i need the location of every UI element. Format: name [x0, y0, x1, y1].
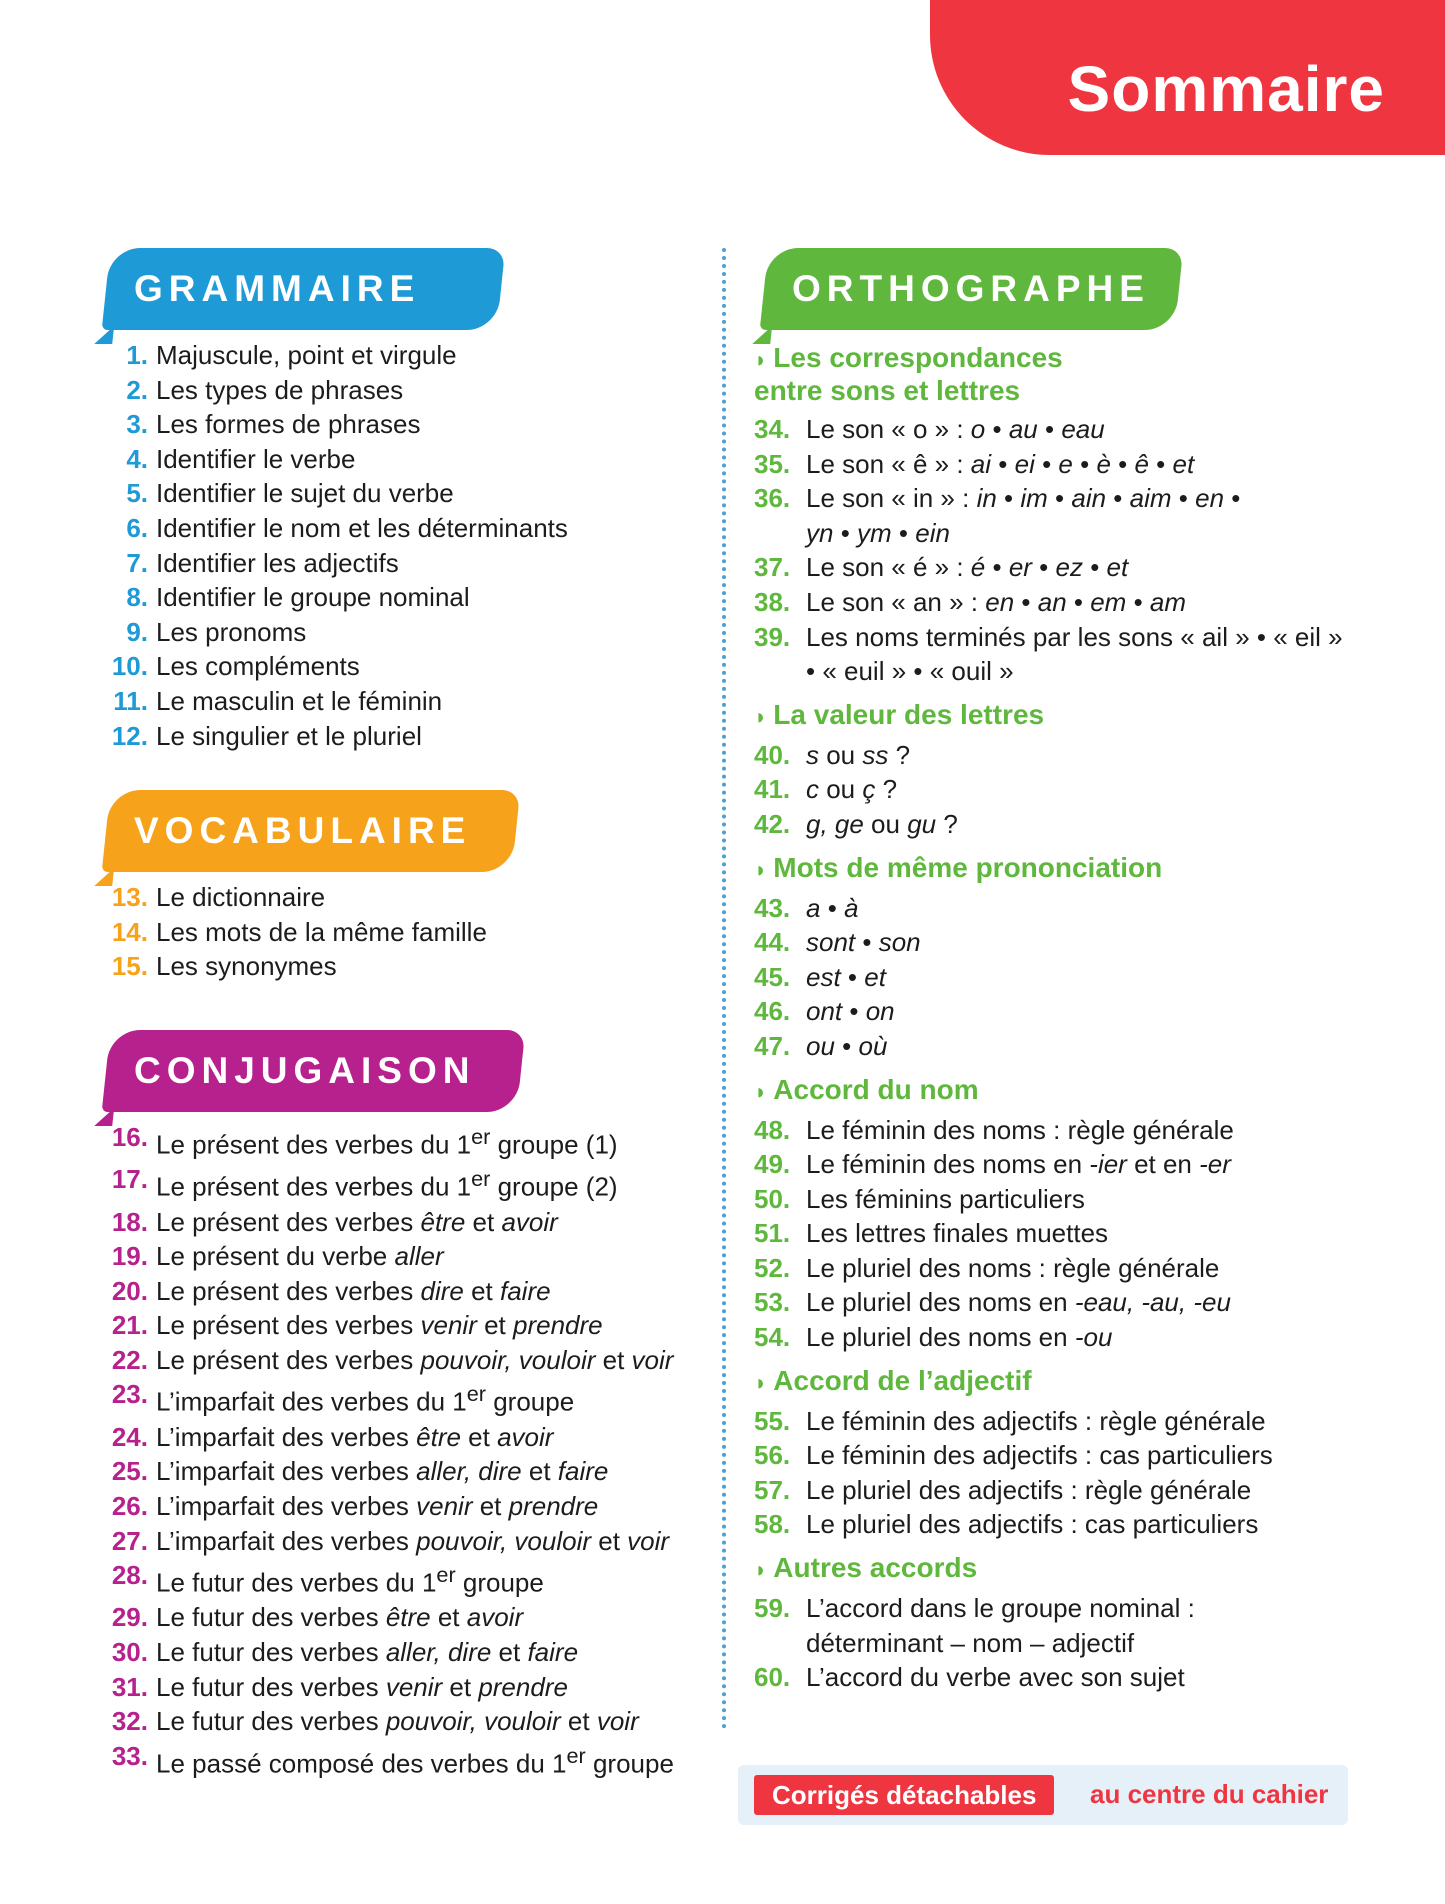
- toc-entry: [96, 1377, 716, 1419]
- list-conjugaison: [96, 1120, 716, 1781]
- toc-entry-number: 54.: [754, 1322, 791, 1353]
- toc-entry: [96, 880, 716, 915]
- toc-entry-title: Le présent du verbe aller: [156, 1241, 444, 1272]
- orthographe-subheading: [754, 1074, 1354, 1107]
- toc-entry-title: Les noms terminés par les sons « ail » • « eil » • « euil » • « ouil »: [806, 621, 1343, 687]
- toc-entry-number: 42.: [754, 808, 791, 839]
- toc-entry-title: L’imparfait des verbes venir et prendre: [156, 1490, 599, 1521]
- toc-entry-title: Le pluriel des adjectifs : cas particuliers: [806, 1509, 1259, 1540]
- toc-entry-title: Majuscule, point et virgule: [156, 340, 457, 370]
- toc-entry: [754, 772, 1354, 807]
- toc-entry-number: 17.: [111, 1164, 148, 1195]
- triangle-icon: ◗: [754, 856, 768, 882]
- toc-entry: [96, 546, 716, 581]
- toc-entry-number: 49.: [754, 1149, 791, 1180]
- toc-entry-title: Les féminins particuliers: [806, 1183, 1085, 1214]
- toc-entry-number: 24.: [111, 1421, 148, 1452]
- toc-entry-number: 32.: [111, 1706, 148, 1737]
- toc-entry: [754, 585, 1354, 620]
- toc-entry: [754, 994, 1354, 1029]
- toc-entry: [754, 891, 1354, 926]
- toc-entry-title: Le son « in » : in • im • ain • aim • en • yn • ym • ein: [806, 483, 1241, 548]
- toc-entry: [754, 807, 1354, 842]
- toc-entry: [754, 1029, 1354, 1064]
- toc-entry-number: 37.: [754, 552, 791, 583]
- toc-entry: [754, 1404, 1354, 1439]
- toc-entry: [96, 1635, 716, 1670]
- toc-entry-title: Le présent des verbes pouvoir, vouloir et voir: [156, 1344, 674, 1375]
- toc-entry-number: 15.: [111, 951, 148, 982]
- toc-entry-title: Le pluriel des noms en -ou: [806, 1322, 1113, 1353]
- toc-entry-number: 12.: [111, 720, 148, 751]
- toc-entry-title: Le présent des verbes être et avoir: [156, 1206, 558, 1237]
- toc-entry: [96, 1739, 716, 1781]
- section-vocabulaire: [96, 790, 716, 1030]
- list-vocabulaire: [96, 880, 716, 984]
- toc-entry: [754, 1438, 1354, 1473]
- toc-entry-number: 57.: [754, 1474, 791, 1505]
- toc-entry-title: L’accord dans le groupe nominal : déterminant – nom – adjectif: [806, 1593, 1195, 1658]
- toc-entry-number: 60.: [754, 1662, 791, 1693]
- toc-entry-title: L’accord du verbe avec son sujet: [806, 1662, 1185, 1693]
- toc-entry-title: Le présent des verbes du 1er groupe (1): [156, 1124, 618, 1160]
- column-divider: [722, 248, 726, 1730]
- toc-entry-number: 46.: [754, 996, 791, 1027]
- toc-entry-number: 25.: [111, 1456, 148, 1487]
- toc-entry-number: 50.: [754, 1183, 791, 1214]
- toc-entry-title: Le passé composé des verbes du 1er groupe: [156, 1742, 674, 1779]
- toc-entry: [96, 442, 716, 477]
- list-grammaire: [96, 338, 716, 753]
- toc-entry-number: 34.: [754, 414, 791, 444]
- toc-entry-number: 21.: [111, 1310, 148, 1341]
- toc-entry-number: 18.: [111, 1206, 148, 1237]
- toc-entry-title: Les types de phrases: [156, 374, 404, 405]
- toc-entry-title: Le pluriel des noms : règle générale: [806, 1252, 1220, 1283]
- toc-entry-title: Le futur des verbes venir et prendre: [156, 1671, 568, 1702]
- toc-entry: [96, 511, 716, 546]
- toc-entry-number: 7.: [126, 547, 148, 578]
- toc-entry: [96, 1489, 716, 1524]
- toc-entry-title: g, ge ou gu ?: [806, 808, 958, 839]
- toc-entry-title: L’imparfait des verbes aller, dire et faire: [156, 1456, 609, 1487]
- toc-entry-title: ont • on: [806, 996, 895, 1027]
- toc-entry: [96, 1600, 716, 1635]
- toc-entry-title: Les synonymes: [156, 951, 337, 982]
- toc-entry-title: sont • son: [806, 927, 921, 958]
- footer-text: au centre du cahier: [1090, 1779, 1329, 1809]
- toc-entry-title: Les compléments: [156, 651, 360, 682]
- toc-entry: [754, 481, 1354, 550]
- toc-entry-number: 40.: [754, 739, 791, 770]
- right-column: [754, 248, 1354, 1695]
- toc-entry: [754, 620, 1354, 689]
- toc-entry: [96, 949, 716, 984]
- toc-entry-number: 19.: [111, 1241, 148, 1272]
- toc-entry-title: Le présent des verbes du 1er groupe (2): [156, 1166, 618, 1202]
- toc-entry-title: Le pluriel des noms en -eau, -au, -eu: [806, 1287, 1231, 1318]
- toc-entry: [754, 1285, 1354, 1320]
- toc-entry-title: L’imparfait des verbes pouvoir, vouloir et voir: [156, 1525, 670, 1556]
- toc-entry-number: 13.: [111, 882, 148, 912]
- toc-entry-title: Le pluriel des adjectifs : règle générale: [806, 1474, 1252, 1505]
- toc-entry-number: 28.: [111, 1560, 148, 1591]
- toc-entry-number: 51.: [754, 1218, 791, 1249]
- toc-entry-number: 10.: [111, 651, 148, 682]
- toc-entry-number: 4.: [126, 443, 148, 474]
- toc-entry: [96, 1454, 716, 1489]
- toc-entry-number: 20.: [111, 1275, 148, 1306]
- toc-entry-number: 29.: [111, 1602, 148, 1633]
- toc-entry-number: 38.: [754, 586, 791, 617]
- toc-entry-title: Le futur des verbes aller, dire et faire: [156, 1636, 579, 1667]
- orthographe-subheading: [754, 852, 1354, 885]
- toc-entry-number: 36.: [754, 483, 791, 514]
- toc-entry-title: Identifier le verbe: [156, 443, 356, 474]
- orthographe-subheading: [754, 342, 1084, 406]
- toc-entry-title: Le dictionnaire: [156, 882, 326, 912]
- toc-entry: [754, 447, 1354, 482]
- toc-entry-title: Le féminin des noms : règle générale: [806, 1114, 1234, 1145]
- toc-entry-title: Le son « o » : o • au • eau: [806, 414, 1105, 444]
- orthographe-subheading: [754, 1552, 1354, 1585]
- toc-entry-title: Le singulier et le pluriel: [156, 720, 422, 751]
- toc-entry: [96, 1162, 716, 1204]
- toc-entry-number: 22.: [111, 1344, 148, 1375]
- page-title: Sommaire: [1067, 53, 1385, 125]
- toc-entry-number: 52.: [754, 1252, 791, 1283]
- toc-entry: [96, 1670, 716, 1705]
- orthographe-subheading: [754, 699, 1354, 732]
- toc-entry-title: Les mots de la même famille: [156, 916, 487, 947]
- section-grammaire: [96, 248, 716, 760]
- section-orthographe: [754, 248, 1354, 1695]
- toc-entry-title: Les pronoms: [156, 616, 307, 647]
- toc-entry: [754, 1216, 1354, 1251]
- toc-entry-title: L’imparfait des verbes du 1er groupe: [156, 1381, 575, 1418]
- toc-entry-number: 2.: [126, 374, 148, 405]
- toc-entry-title: Les lettres finales muettes: [806, 1218, 1109, 1249]
- toc-entry: [96, 338, 716, 373]
- toc-entry: [96, 1274, 716, 1309]
- toc-entry-number: 35.: [754, 448, 791, 479]
- toc-entry-title: Le féminin des noms en -ier et en -er: [806, 1149, 1231, 1180]
- toc-entry-number: 33.: [111, 1740, 148, 1771]
- toc-entry: [96, 684, 716, 719]
- left-column: [96, 248, 716, 1781]
- triangle-icon: ◗: [754, 347, 768, 372]
- toc-entry-title: Le féminin des adjectifs : cas particuliers: [806, 1440, 1273, 1471]
- orthographe-subheading-label: Mots de même prononciation: [773, 851, 1163, 883]
- header-vocabulaire: [102, 790, 521, 872]
- toc-entry: [754, 412, 1354, 447]
- toc-entry-number: 14.: [111, 916, 148, 947]
- triangle-icon: ◗: [754, 1369, 768, 1395]
- toc-entry: [96, 1524, 716, 1559]
- toc-entry: [96, 1205, 716, 1240]
- toc-entry: [754, 550, 1354, 585]
- toc-entry-number: 6.: [126, 512, 148, 543]
- toc-entry-number: 30.: [111, 1636, 148, 1667]
- toc-entry-title: a • à: [806, 892, 859, 923]
- footer-badge: Corrigés détachables: [754, 1775, 1054, 1815]
- toc-entry-title: Le présent des verbes dire et faire: [156, 1275, 551, 1306]
- triangle-icon: ◗: [754, 1078, 768, 1104]
- toc-entry-title: Le féminin des adjectifs : règle générale: [806, 1405, 1266, 1436]
- toc-entry-number: 48.: [754, 1114, 791, 1145]
- toc-entry: [754, 738, 1354, 773]
- toc-entry-title: Identifier le sujet du verbe: [156, 478, 454, 509]
- toc-entry-number: 39.: [754, 621, 791, 652]
- orthographe-subheading-label: Accord du nom: [773, 1073, 979, 1105]
- toc-entry-number: 41.: [754, 774, 791, 805]
- footer-note: [738, 1765, 1348, 1825]
- toc-entry-title: Le futur des verbes être et avoir: [156, 1602, 524, 1633]
- toc-entry: [96, 1308, 716, 1343]
- toc-entry: [754, 1660, 1354, 1695]
- orthographe-subheading: [754, 1365, 1354, 1398]
- toc-entry-number: 16.: [111, 1122, 148, 1152]
- toc-entry: [754, 1473, 1354, 1508]
- triangle-icon: ◗: [754, 1557, 768, 1583]
- orthographe-subheading-label: La valeur des lettres: [773, 698, 1045, 730]
- toc-entry-title: ou • où: [806, 1030, 888, 1061]
- toc-entry-number: 23.: [111, 1379, 148, 1410]
- toc-entry-title: s ou ss ?: [806, 739, 911, 770]
- header-orthographe: [760, 248, 1184, 330]
- toc-entry: [96, 1120, 716, 1162]
- toc-entry-number: 31.: [111, 1671, 148, 1702]
- toc-entry: [754, 1591, 1354, 1660]
- toc-entry: [754, 1147, 1354, 1182]
- toc-entry-number: 11.: [113, 685, 148, 716]
- toc-entry-title: Identifier les adjectifs: [156, 547, 399, 578]
- toc-entry-number: 44.: [754, 927, 791, 958]
- orthographe-subheading-label: Les correspondances entre sons et lettres: [754, 342, 1063, 406]
- toc-entry-number: 47.: [754, 1030, 791, 1061]
- toc-entry-title: Le son « an » : en • an • em • am: [806, 586, 1187, 617]
- toc-entry-title: c ou ç ?: [806, 774, 898, 805]
- toc-entry-title: est • et: [806, 961, 886, 992]
- header-orthographe-label: ORTHOGRAPHE: [792, 268, 1150, 309]
- toc-entry: [96, 649, 716, 684]
- header-grammaire: [102, 248, 506, 330]
- toc-entry-number: 56.: [754, 1440, 791, 1471]
- toc-entry-title: Identifier le nom et les déterminants: [156, 512, 568, 543]
- toc-entry: [96, 580, 716, 615]
- toc-entry-title: Le son « é » : é • er • ez • et: [806, 552, 1129, 583]
- orthographe-groups: [754, 342, 1354, 1695]
- header-vocabulaire-label: VOCABULAIRE: [134, 810, 472, 851]
- toc-entry-number: 53.: [754, 1287, 791, 1318]
- header-conjugaison-label: CONJUGAISON: [134, 1050, 476, 1091]
- toc-entry-number: 8.: [126, 582, 148, 613]
- triangle-icon: ◗: [754, 703, 768, 729]
- orthographe-subheading-label: Autres accords: [773, 1552, 978, 1584]
- toc-entry: [96, 1420, 716, 1455]
- toc-entry-number: 5.: [126, 478, 148, 509]
- toc-entry-title: Le futur des verbes du 1er groupe: [156, 1562, 544, 1598]
- toc-entry: [754, 1182, 1354, 1217]
- toc-entry: [96, 719, 716, 754]
- toc-entry: [96, 1239, 716, 1274]
- header-grammaire-label: GRAMMAIRE: [134, 268, 421, 309]
- toc-entry: [96, 373, 716, 408]
- toc-entry-number: 27.: [111, 1525, 148, 1556]
- toc-entry: [754, 925, 1354, 960]
- toc-entry: [754, 1113, 1354, 1148]
- toc-entry-title: Le présent des verbes venir et prendre: [156, 1310, 603, 1341]
- toc-entry: [96, 1558, 716, 1600]
- toc-entry: [96, 407, 716, 442]
- toc-entry-title: Les formes de phrases: [156, 409, 421, 440]
- toc-entry: [754, 960, 1354, 995]
- toc-entry: [754, 1251, 1354, 1286]
- header-conjugaison: [102, 1030, 526, 1112]
- toc-entry: [754, 1320, 1354, 1355]
- toc-entry-title: L’imparfait des verbes être et avoir: [156, 1421, 554, 1452]
- toc-entry-title: Le futur des verbes pouvoir, vouloir et voir: [156, 1706, 639, 1737]
- toc-entry-title: Le masculin et le féminin: [156, 685, 443, 716]
- toc-entry-number: 26.: [111, 1490, 148, 1521]
- toc-entry-number: 58.: [754, 1509, 791, 1540]
- toc-entry: [96, 476, 716, 511]
- title-tab: [930, 0, 1445, 155]
- toc-entry-number: 9.: [126, 616, 148, 647]
- toc-entry-number: 45.: [754, 961, 791, 992]
- toc-entry: [96, 915, 716, 950]
- toc-entry-number: 55.: [754, 1405, 791, 1436]
- orthographe-subheading-label: Accord de l’adjectif: [773, 1364, 1032, 1396]
- toc-entry-number: 3.: [126, 409, 148, 440]
- toc-entry-number: 43.: [754, 892, 791, 923]
- section-conjugaison: [96, 1030, 716, 1781]
- toc-entry-title: Identifier le groupe nominal: [156, 582, 470, 613]
- toc-entry: [96, 1343, 716, 1378]
- toc-entry: [96, 1704, 716, 1739]
- toc-entry: [96, 615, 716, 650]
- toc-entry-number: 1.: [126, 340, 148, 370]
- toc-entry-title: Le son « ê » : ai • ei • e • è • ê • et: [806, 448, 1195, 479]
- toc-entry-number: 59.: [754, 1593, 791, 1624]
- toc-entry: [754, 1507, 1354, 1542]
